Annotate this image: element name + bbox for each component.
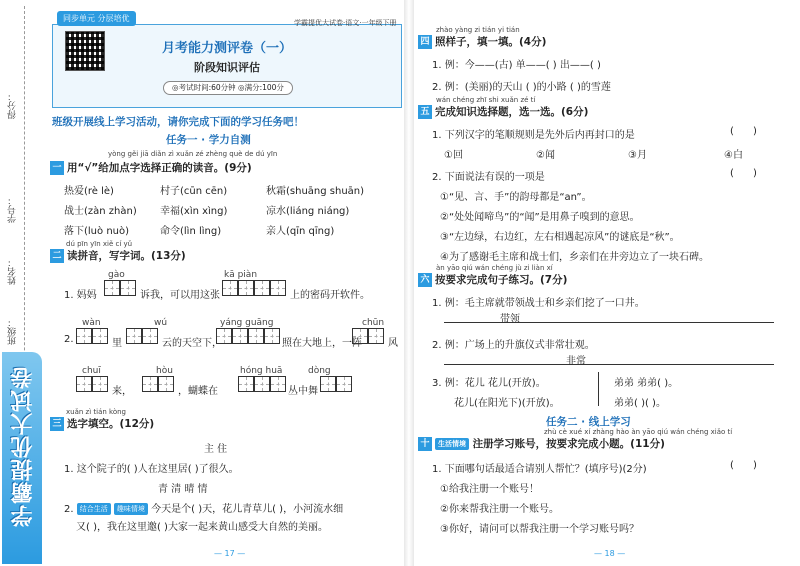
fill-question-2-cont[interactable]: 又( )，我在这里邀( )大家一起来黄山感受大自然的美丽。: [76, 522, 328, 533]
writing-grid[interactable]: [76, 376, 108, 392]
writing-grid[interactable]: [142, 376, 174, 392]
pinyin-label: hòu: [156, 366, 173, 376]
page-subtitle: 阶段知识评估: [194, 61, 260, 74]
s1-item[interactable]: 落下(luò nuò): [64, 226, 130, 237]
s1-item[interactable]: 亲人(qīn qīng): [266, 226, 335, 237]
section6-label: 按要求完成句子练习。(7分): [435, 274, 568, 286]
fill-question-1[interactable]: 1. 这个院子的( )人在这里居( )了很久。: [64, 464, 239, 475]
s4-question-2[interactable]: 2. 例：(美丽)的天山 ( )的小路 ( )的雪莲: [432, 82, 611, 93]
writing-grid[interactable]: [320, 376, 352, 392]
s6-question-3c[interactable]: 花儿(在阳光下)(开放)。: [454, 398, 560, 409]
page-number-left: — 17 —: [214, 549, 246, 558]
score-field: 得分：: [8, 92, 18, 119]
section6-pinyin: àn yāo qiú wán chéng jù zi liàn xí: [436, 264, 553, 272]
s1-item[interactable]: 村子(cūn cēn): [160, 186, 228, 197]
s6-question-3a[interactable]: 3. 例：花儿 花儿(开放)。: [432, 378, 546, 389]
brand-logo-text: 学霸提优大试卷: [11, 366, 36, 527]
s6-question-3d[interactable]: 弟弟( )( )。: [614, 398, 666, 409]
word-bank-1: 主 住: [204, 444, 228, 455]
pinyin-label: wàn: [82, 318, 101, 328]
page-title: 月考能力测评卷（一）: [161, 41, 292, 56]
pinyin-label: yáng guāng: [220, 318, 274, 328]
section7-pinyin: zhù cè xué xí zhàng hào àn yāo qiú wán chéng xiǎo tí: [544, 428, 733, 436]
keyword: 非常: [566, 356, 586, 367]
section7-title: [418, 436, 665, 451]
writing-grid[interactable]: [126, 328, 158, 344]
page-number-right: — 18 —: [594, 549, 626, 558]
section2-number: 二: [50, 249, 64, 263]
pinyin-label: chūn: [362, 318, 385, 328]
section7-label: 注册学习账号，按要求完成小题。(11分): [472, 438, 665, 450]
answer-paren[interactable]: ( ): [730, 168, 757, 179]
section7-number: 十: [418, 437, 432, 451]
s2-line2-part: 风: [388, 338, 398, 349]
pinyin-label: wú: [154, 318, 168, 328]
header-meta: 学霸提优大试卷·语文·一年级下册: [294, 19, 397, 27]
page-gutter: [404, 0, 414, 566]
writing-grid[interactable]: [222, 280, 286, 296]
s1-item[interactable]: 命令(lìn lìng): [160, 226, 222, 237]
option[interactable]: ③月: [628, 150, 647, 161]
section1-number: 一: [50, 161, 64, 175]
keyword: 带领: [500, 314, 520, 325]
section4-title: [418, 34, 546, 49]
option[interactable]: ②闻: [536, 150, 555, 161]
option[interactable]: ①给我注册一个账号！: [440, 484, 539, 495]
pinyin-label: hóng huā: [240, 366, 283, 376]
section5-title: [418, 104, 588, 119]
left-page: [46, 0, 404, 566]
fill-question-2-text: 今天是个( )天，花儿青草儿( )，小河流水细: [151, 504, 344, 515]
option[interactable]: ④为了感谢毛主席和战士们，乡亲们在井旁边立了一块石碑。: [440, 252, 709, 263]
student-id-field: 学号：: [8, 196, 18, 223]
pinyin-label: dòng: [308, 366, 331, 376]
section5-number: 五: [418, 105, 432, 119]
section1-pinyin: yòng gěi jiā diǎn zì xuǎn zé zhèng què de dú yīn: [108, 150, 278, 158]
answer-line[interactable]: [444, 322, 774, 323]
s2-line2-part: 云的天空下，: [162, 338, 222, 349]
writing-grid[interactable]: [238, 376, 286, 392]
section1-title: [50, 160, 252, 175]
fill-question-2[interactable]: 2. 结合生活 趣味情境 今天是个( )天，花儿青草儿( )，小河流水细: [64, 504, 344, 515]
context-badge: 结合生活: [77, 503, 111, 515]
option[interactable]: ③你好，请问可以帮我注册一个学习账号吗？: [440, 524, 639, 535]
s5-question-2: 2. 下面说法有误的一项是: [432, 172, 545, 183]
s2-line2-part: 里: [112, 338, 122, 349]
section4-label: 照样子，填一填。(4分): [435, 36, 547, 48]
option[interactable]: ②你来帮我注册一个账号。: [440, 504, 559, 515]
intro-text: 班级开展线上学习活动，请你完成下面的学习任务吧！: [52, 116, 304, 128]
section2-title: [50, 248, 186, 263]
section5-label: 完成知识选择题，选一选。(6分): [435, 106, 589, 118]
s6-question-1: 1. 例：毛主席就带领战士和乡亲们挖了一口井。: [432, 298, 645, 309]
task-one-heading: 任务一 · 学力自测: [166, 134, 251, 146]
pinyin-label: chuī: [82, 366, 101, 376]
s2-line2-part: 2.: [64, 334, 74, 345]
option[interactable]: ①回: [444, 150, 463, 161]
s2-line1-start: 1. 妈妈: [64, 290, 97, 301]
option[interactable]: ③“左边绿，右边红，左右相遇起凉风”的谜底是“秋”。: [440, 232, 680, 243]
scenario-badge: 生活情境: [435, 438, 469, 450]
unit-tag: 同步单元 分层培优: [57, 11, 136, 26]
section1-label: 用“√”给加点字选择正确的读音。(9分): [67, 162, 252, 174]
scenario-badge: 趣味情境: [114, 503, 148, 515]
s1-item[interactable]: 秋霜(shuāng shuān): [266, 186, 365, 197]
section3-pinyin: xuǎn zì tián kòng: [66, 408, 126, 416]
answer-paren[interactable]: ( ): [730, 460, 757, 471]
option[interactable]: ④白: [724, 150, 743, 161]
s6-question-2: 2. 例：广场上的升旗仪式非常壮观。: [432, 340, 595, 351]
s1-item[interactable]: 凉水(liáng niáng): [266, 206, 350, 217]
class-field: 班级：: [8, 318, 18, 345]
section3-number: 三: [50, 417, 64, 431]
pinyin-label: gào: [108, 270, 125, 280]
pinyin-label: kā piàn: [224, 270, 258, 280]
option[interactable]: ①“见、言、手”的韵母都是“an”。: [440, 192, 592, 203]
s2-line2-part: 照在大地上，一阵: [282, 338, 362, 349]
s1-item[interactable]: 幸福(xìn xìng): [160, 206, 228, 217]
s2-line3-part: 丛中舞: [288, 386, 318, 397]
s6-question-3b[interactable]: 弟弟 弟弟( )。: [614, 378, 679, 389]
section6-title: [418, 272, 567, 287]
s2-line1-mid: 诉我，可以用这张: [140, 290, 220, 301]
s2-line3-part: 来，: [112, 386, 132, 397]
answer-paren[interactable]: ( ): [730, 126, 757, 137]
writing-grid[interactable]: [104, 280, 136, 296]
section4-number: 四: [418, 35, 432, 49]
task-two-heading: 任务二 · 线上学习: [546, 416, 631, 428]
option[interactable]: ②“处处闻啼鸟”的“闻”是用鼻子嗅到的意思。: [440, 212, 640, 223]
s7-question-1: 1. 下面哪句话最适合请别人帮忙？(填序号)(2分): [432, 464, 647, 475]
writing-grid[interactable]: [352, 328, 384, 344]
divider: [598, 372, 599, 406]
s4-question-1[interactable]: 1. 例：今——(古) 单——( ) 出——( ): [432, 60, 601, 71]
answer-line[interactable]: [444, 364, 774, 365]
s2-line3-part: ，蝴蝶在: [178, 386, 218, 397]
section2-label: 读拼音，写字词。(13分): [67, 250, 186, 262]
section5-pinyin: wán chéng zhī shi xuǎn zé tí: [436, 96, 536, 104]
name-field: 姓名：: [8, 258, 18, 285]
writing-grid[interactable]: [216, 328, 280, 344]
s5-question-1: 1. 下列汉字的笔顺规则是先外后内再封口的是: [432, 130, 635, 141]
section6-number: 六: [418, 273, 432, 287]
word-bank-2: 青 清 晴 情: [158, 484, 208, 495]
writing-grid[interactable]: [76, 328, 108, 344]
binding-sidebar: [0, 0, 46, 566]
s2-line1-end: 上的密码开软件。: [290, 290, 370, 301]
section3-label: 选字填空。(12分): [67, 418, 155, 430]
section2-pinyin: dú pīn yīn xiě cí yǔ: [66, 240, 133, 248]
exam-info: ◎考试时间:60分钟 ◎满分:100分: [163, 81, 293, 95]
s1-item[interactable]: 热爱(rè lè): [64, 186, 114, 197]
s1-item[interactable]: 战士(zàn zhàn): [64, 206, 137, 217]
section3-title: [50, 416, 154, 431]
section4-pinyin: zhào yàng zi tián yi tián: [436, 26, 520, 34]
